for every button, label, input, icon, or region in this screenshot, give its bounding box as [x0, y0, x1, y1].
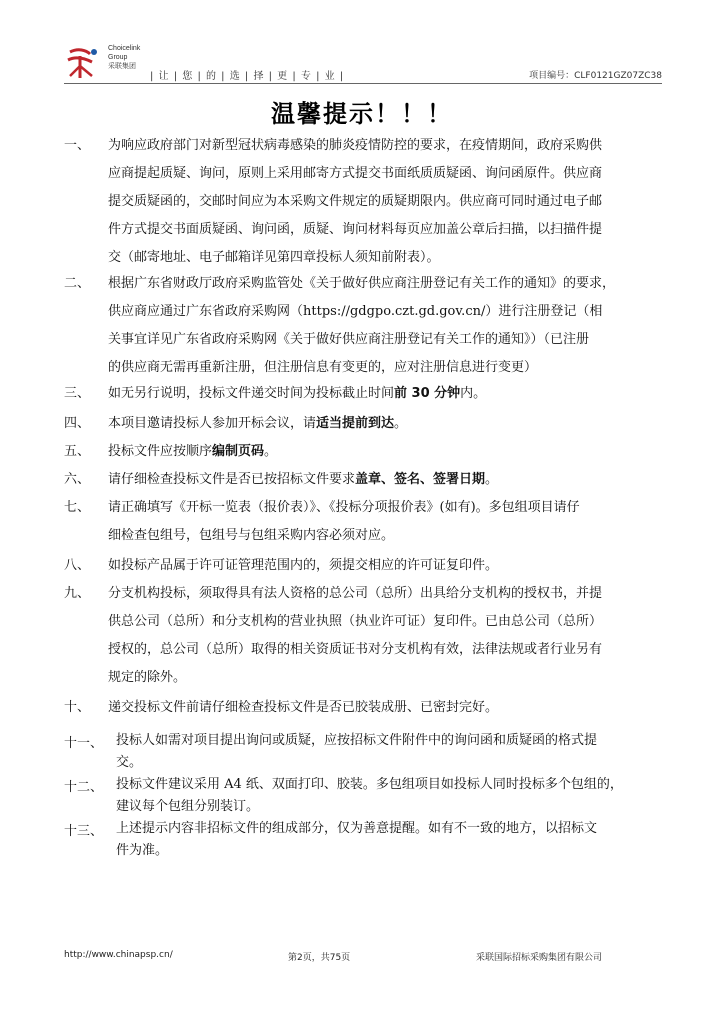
notice-text-fragment: 。	[485, 472, 499, 487]
notice-item-line: 根据广东省财政厅政府采购监管处《关于做好供应商注册登记有关工作的通知》的要求，	[108, 276, 616, 291]
notice-item-line: 投标文件建议采用 A4 纸、双面打印、胶装。多包组项目如投标人同时投标多个包组的，	[116, 777, 623, 792]
notice-item-line: 请正确填写《开标一览表（报价表）》、《投标分项报价表》(如有)。多包组项目请仔	[108, 500, 580, 515]
notice-item-number: 六、	[64, 472, 91, 487]
notice-item-line: 件方式提交书面质疑函、询问函，质疑、询问材料每页应加盖公章后扫描，以扫描件提	[108, 222, 603, 237]
notice-item-text	[116, 818, 664, 862]
notice-item	[64, 774, 664, 818]
notice-item-line: 的供应商无需再重新注册，但注册信息有变更的，应对注册信息进行变更）	[108, 360, 538, 375]
notice-item-text	[108, 552, 664, 580]
notice-item-text	[108, 494, 664, 550]
notice-item-line: 规定的除外。	[108, 670, 187, 685]
emphasis-text: 盖章、签名、签署日期	[355, 472, 486, 487]
notice-item-line	[108, 438, 664, 466]
notice-item	[64, 132, 664, 272]
notice-item-line: 供应商应通过广东省政府采购网（https://gdgpo.czt.gd.gov.cn/）进行注册登记（相	[108, 304, 603, 319]
notice-item-number: 十、	[64, 700, 91, 715]
notice-item-line: 递交投标文件前请仔细检查投标文件是否已胶装成册、已密封完好。	[108, 700, 499, 715]
notice-item-text	[116, 774, 664, 818]
notice-text-fragment: 本项目邀请投标人参加开标会议，请	[108, 416, 317, 431]
notice-item-text	[108, 410, 664, 438]
project-number: 项目编号：CLF0121GZ07ZC38	[529, 71, 662, 81]
notice-item	[64, 466, 664, 494]
notice-item-line: 件为准。	[116, 843, 169, 858]
notice-item-line: 细检查包组号，包组号与包组采购内容必须对应。	[108, 528, 395, 543]
notice-item-text	[116, 730, 664, 774]
notice-item-line: 上述提示内容非招标文件的组成部分，仅为善意提醒。如有不一致的地方，以招标文	[116, 821, 598, 836]
notice-text-fragment: 如无另行说明，投标文件递交时间为投标截止时间	[108, 386, 395, 401]
footer-url: http://www.chinapsp.cn/	[64, 950, 173, 960]
notice-item	[64, 410, 664, 438]
emphasis-text: 编制页码	[212, 444, 265, 459]
emphasis-text: 前 30 分钟	[394, 386, 461, 401]
notice-text-fragment: 投标文件应按顺序	[108, 444, 213, 459]
notice-item	[64, 438, 664, 466]
notice-text-fragment: 。	[394, 416, 408, 431]
notice-item-number: 十一、	[64, 736, 104, 751]
notice-item-text	[108, 438, 664, 466]
notice-item-text	[108, 580, 664, 692]
header-slogan: | 让 | 您 | 的 | 选 | 择 | 更 | 专 | 业 |	[150, 71, 345, 82]
notice-item-text	[108, 270, 664, 382]
notice-item-line: 授权的，总公司（总所）取得的相关资质证书对分支机构有效，法律法规或者行业另有	[108, 642, 603, 657]
notice-item	[64, 694, 664, 722]
notice-item-number: 二、	[64, 276, 91, 291]
header-divider	[64, 83, 662, 84]
notice-item-number: 八、	[64, 558, 91, 573]
notice-item-line: 交。	[116, 755, 143, 770]
notice-item-number: 九、	[64, 586, 91, 601]
footer-page-number: 第2页，共75页	[288, 953, 351, 963]
logo-text-line: Group	[108, 54, 128, 61]
notice-item	[64, 270, 664, 382]
notice-item-line	[108, 410, 664, 438]
notice-item	[64, 580, 664, 692]
emphasis-text: 适当提前到达	[316, 416, 395, 431]
notice-text-fragment: 请仔细检查投标文件是否已按招标文件要求	[108, 472, 356, 487]
notice-item-number: 十二、	[64, 780, 104, 795]
notice-item-line	[108, 380, 664, 408]
notice-item-text	[108, 466, 664, 494]
notice-item-line: 提交质疑函的，交邮时间应为本采购文件规定的质疑期限内。供应商可同时通过电子邮	[108, 194, 603, 209]
notice-item-number: 七、	[64, 500, 91, 515]
notice-item-line: 应商提起质疑、询问，原则上采用邮寄方式提交书面纸质质疑函、询问函原件。供应商	[108, 166, 603, 181]
notice-item-line: 投标人如需对项目提出询问或质疑，应按招标文件附件中的询问函和质疑函的格式提	[116, 733, 598, 748]
page-title: 温馨提示！！！	[271, 100, 453, 128]
notice-item-number: 三、	[64, 386, 91, 401]
notice-item-line: 交（邮寄地址、电子邮箱详见第四章投标人须知前附表）。	[108, 250, 440, 265]
notice-item	[64, 552, 664, 580]
notice-item-number: 五、	[64, 444, 91, 459]
notice-item-line: 供总公司（总所）和分支机构的营业执照（执业许可证）复印件。已由总公司（总所）	[108, 614, 603, 629]
choicelink-logo-icon	[64, 46, 100, 80]
page-header	[64, 40, 662, 84]
notice-item-text	[108, 132, 664, 272]
footer-company: 采联国际招标采购集团有限公司	[476, 953, 603, 963]
notice-item-line: 关事宜详见广东省政府采购网《关于做好供应商注册登记有关工作的通知》）（已注册	[108, 332, 590, 347]
notice-item	[64, 730, 664, 774]
notice-item	[64, 494, 664, 550]
logo-text-line: Choicelink	[108, 45, 141, 52]
notice-item	[64, 818, 664, 862]
notice-item-number: 一、	[64, 138, 91, 153]
notice-item-line: 建议每个包组分别装订。	[116, 799, 260, 814]
notice-item-line: 分支机构投标，须取得具有法人资格的总公司（总所）出具给分支机构的授权书，并提	[108, 586, 603, 601]
notice-text-fragment: 内。	[460, 386, 487, 401]
notice-item	[64, 380, 664, 408]
notice-item-number: 十三、	[64, 824, 104, 839]
notice-text-fragment: 。	[264, 444, 278, 459]
notice-item-line	[108, 466, 664, 494]
notice-item-number: 四、	[64, 416, 91, 431]
logo-text-line: 采联集团	[108, 63, 136, 70]
notice-item-text	[108, 380, 664, 408]
notice-item-line: 如投标产品属于许可证管理范围内的，须提交相应的许可证复印件。	[108, 558, 499, 573]
logo-text	[108, 44, 140, 71]
notice-item-line: 为响应政府部门对新型冠状病毒感染的肺炎疫情防控的要求，在疫情期间，政府采购供	[108, 138, 603, 153]
notice-item-text	[108, 694, 664, 722]
